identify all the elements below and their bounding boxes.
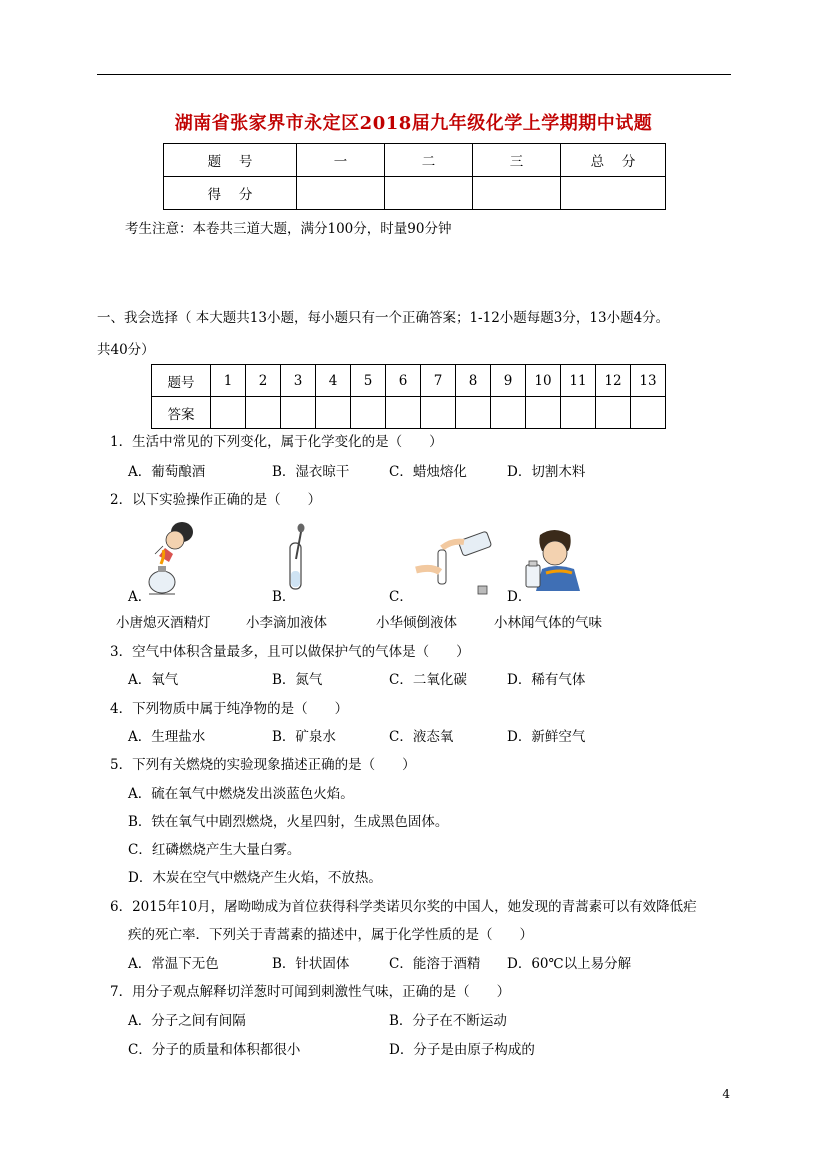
answer-entry[interactable] (386, 397, 421, 429)
answer-header-cell: 9 (491, 365, 526, 397)
question-4-option-b[interactable]: B．矿泉水 (272, 729, 336, 745)
question-5-option-d[interactable]: D．木炭在空气中燃烧产生火焰，不放热。 (128, 870, 382, 886)
answer-entry[interactable] (631, 397, 666, 429)
question-2-option-b[interactable]: B． (272, 589, 296, 605)
answer-entry[interactable] (421, 397, 456, 429)
answer-entry[interactable] (561, 397, 596, 429)
question-2-caption-a: 小唐熄灭酒精灯 (116, 615, 211, 631)
question-4-stem: 4．下列物质中属于纯净物的是（ ） (110, 701, 349, 717)
page-title: 湖南省张家界市永定区2018届九年级化学上学期期中试题 (174, 113, 653, 134)
question-7-option-b[interactable]: B．分子在不断运动 (389, 1013, 507, 1029)
answer-header-cell: 8 (456, 365, 491, 397)
question-2-option-a[interactable]: A． (128, 589, 152, 605)
question-7-option-d[interactable]: D．分子是由原子构成的 (389, 1042, 535, 1058)
dropper-and-test-tube-icon (285, 523, 311, 591)
answer-entry[interactable] (526, 397, 561, 429)
score-table-header-row (164, 144, 666, 177)
section-heading-cont: 共40分） (97, 342, 155, 358)
score-table-score-row (164, 177, 666, 210)
answer-entry[interactable] (246, 397, 281, 429)
question-3-option-d[interactable]: D．稀有气体 (507, 672, 586, 688)
answer-header-cell: 1 (211, 365, 246, 397)
answer-header-cell: 2 (246, 365, 281, 397)
answer-header-cell: 题号 (152, 365, 211, 397)
header-rule (97, 74, 731, 75)
answer-entry[interactable] (316, 397, 351, 429)
blowing-out-alcohol-lamp-icon (145, 518, 205, 600)
question-6-option-b[interactable]: B．针状固体 (272, 956, 350, 972)
page-number: 4 (722, 1087, 730, 1101)
answer-table-header-row (152, 365, 666, 397)
question-3-option-c[interactable]: C．二氧化碳 (389, 672, 467, 688)
question-5-option-a[interactable]: A．硫在氧气中燃烧发出淡蓝色火焰。 (128, 786, 354, 802)
question-3-stem: 3．空气中体积含量最多，且可以做保护气的气体是（ ） (110, 644, 470, 660)
answer-entry[interactable] (456, 397, 491, 429)
score-entry[interactable] (385, 177, 473, 210)
question-2-caption-c: 小华倾倒液体 (376, 615, 457, 631)
question-6-stem: 6．2015年10月，屠呦呦成为首位获得科学类诺贝尔奖的中国人，她发现的青蒿素可以有效降低疟 (110, 899, 697, 915)
question-5-stem: 5．下列有关燃烧的实验现象描述正确的是（ ） (110, 757, 416, 773)
question-2-option-d[interactable]: D． (507, 589, 532, 605)
answer-header-cell: 5 (351, 365, 386, 397)
answer-entry[interactable] (281, 397, 316, 429)
question-6-stem-cont: 疾的死亡率．下列关于青蒿素的描述中，属于化学性质的是（ ） (128, 927, 533, 943)
score-cell: 三 (473, 144, 561, 177)
pouring-liquid-icon (408, 530, 498, 600)
score-entry[interactable] (473, 177, 561, 210)
question-6-option-a[interactable]: A．常温下无色 (128, 956, 219, 972)
answer-header-cell: 3 (281, 365, 316, 397)
question-2-caption-b: 小李滴加液体 (246, 615, 327, 631)
question-2-stem: 2．以下实验操作正确的是（ ） (110, 492, 322, 508)
question-7-option-a[interactable]: A．分子之间有间隔 (128, 1013, 246, 1029)
question-4-option-a[interactable]: A．生理盐水 (128, 729, 206, 745)
question-7-stem: 7．用分子观点解释切洋葱时可闻到刺激性气味，正确的是（ ） (110, 984, 511, 1000)
exam-notice: 考生注意：本卷共三道大题，满分100分，时量90分钟 (125, 221, 452, 237)
answer-header-cell: 7 (421, 365, 456, 397)
question-3-option-b[interactable]: B．氮气 (272, 672, 323, 688)
question-1-stem: 1．生活中常见的下列变化，属于化学变化的是（ ） (110, 434, 443, 450)
question-3-option-a[interactable]: A．氧气 (128, 672, 179, 688)
score-cell: 总 分 (561, 144, 666, 177)
answer-header-cell: 10 (526, 365, 561, 397)
answer-entry[interactable] (351, 397, 386, 429)
question-1-option-a[interactable]: A．葡萄酿酒 (128, 464, 206, 480)
answer-header-cell: 11 (561, 365, 596, 397)
question-6-option-c[interactable]: C．能溶于酒精 (389, 956, 481, 972)
answer-header-cell: 6 (386, 365, 421, 397)
question-4-option-c[interactable]: C．液态氧 (389, 729, 454, 745)
answer-header-cell: 4 (316, 365, 351, 397)
answer-table-answer-row (152, 397, 666, 429)
question-4-option-d[interactable]: D．新鲜空气 (507, 729, 586, 745)
score-cell: 二 (385, 144, 473, 177)
score-cell: 得 分 (164, 177, 297, 210)
score-cell: 一 (297, 144, 385, 177)
question-1-option-b[interactable]: B．湿衣晾干 (272, 464, 350, 480)
answer-entry[interactable] (596, 397, 631, 429)
question-1-option-c[interactable]: C．蜡烛熔化 (389, 464, 467, 480)
smelling-gas-icon (522, 525, 588, 593)
question-2-option-c[interactable]: C． (389, 589, 413, 605)
question-5-option-b[interactable]: B．铁在氧气中剧烈燃烧，火星四射，生成黑色固体。 (128, 814, 449, 830)
question-5-option-c[interactable]: C．红磷燃烧产生大量白雾。 (128, 842, 301, 858)
score-entry[interactable] (297, 177, 385, 210)
question-1-option-d[interactable]: D．切割木料 (507, 464, 586, 480)
score-entry[interactable] (561, 177, 666, 210)
answer-label-cell: 答案 (152, 397, 211, 429)
question-2-caption-d: 小林闻气体的气味 (494, 615, 602, 631)
answer-header-cell: 13 (631, 365, 666, 397)
answer-entry[interactable] (211, 397, 246, 429)
section-heading: 一、我会选择（ 本大题共13小题，每小题只有一个正确答案；1-12小题每题3分，13小题4分。 (97, 310, 670, 326)
answer-table (151, 364, 666, 429)
answer-header-cell: 12 (596, 365, 631, 397)
question-7-option-c[interactable]: C．分子的质量和体积都很小 (128, 1042, 301, 1058)
score-cell: 题 号 (164, 144, 297, 177)
score-table (163, 143, 666, 210)
question-6-option-d[interactable]: D．60℃以上易分解 (507, 956, 632, 972)
answer-entry[interactable] (491, 397, 526, 429)
